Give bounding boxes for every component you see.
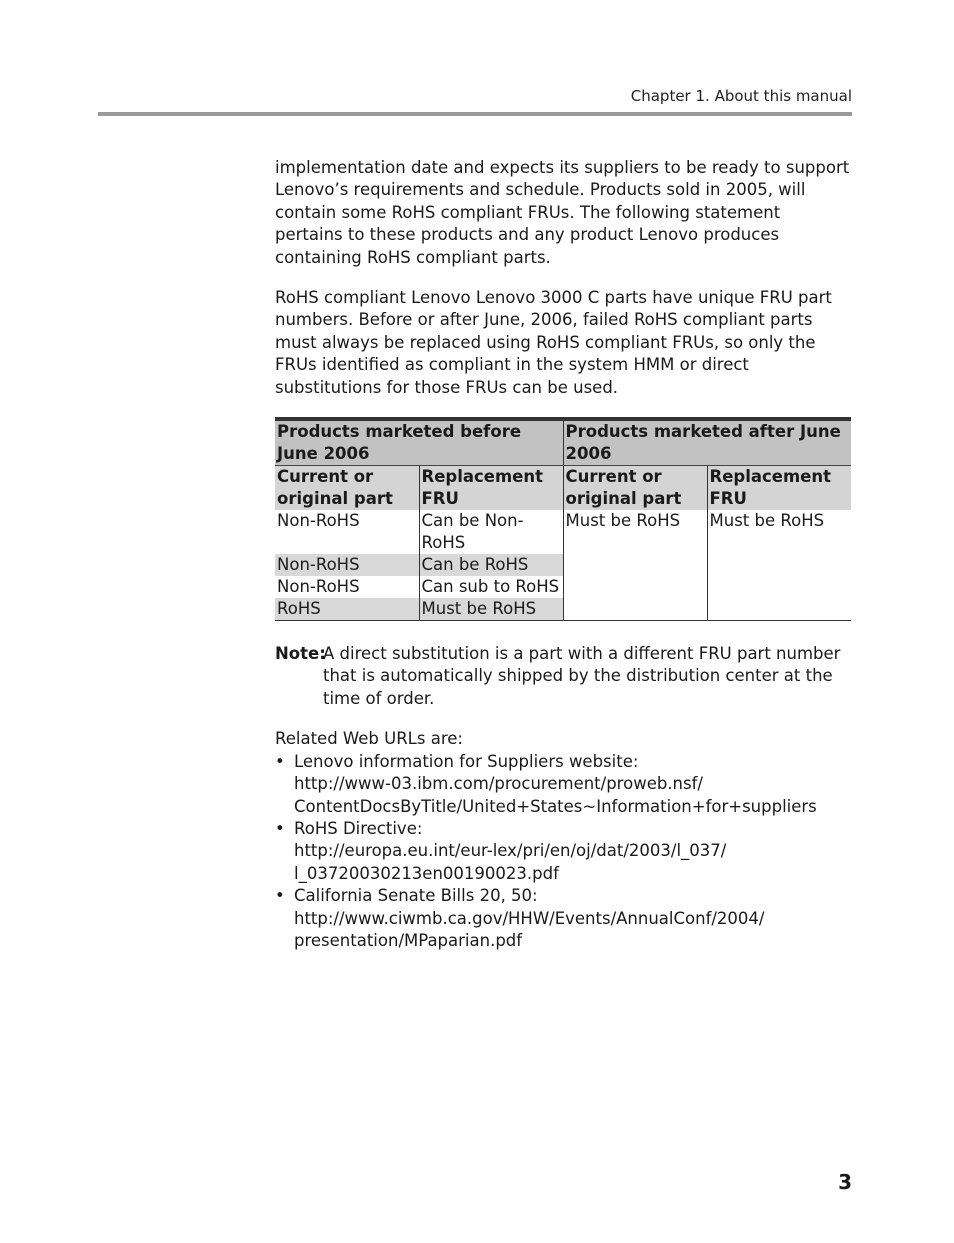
col-header-before-current: Current or original part <box>275 466 419 511</box>
url-item-label: RoHS Directive: <box>294 818 423 838</box>
table-cell-current: Non-RoHS <box>275 576 419 598</box>
table-cell-replacement: Can be Non-RoHS <box>419 510 563 554</box>
group-header-after: Products marketed after June 2006 <box>563 419 851 466</box>
related-urls-intro: Related Web URLs are: <box>275 729 463 749</box>
table-cell-current: Non-RoHS <box>275 510 419 554</box>
related-urls-section <box>275 728 853 952</box>
col-header-after-replacement: Replacement FRU <box>707 466 851 511</box>
note-text: A direct substitution is a part with a different FRU part number that is automatically shipped by the distribution center at the time of order. <box>323 644 841 708</box>
table-cell-current: Non-RoHS <box>275 554 419 576</box>
table-column-header-row <box>275 466 851 511</box>
running-header: Chapter 1. About this manual <box>630 87 852 105</box>
url-link[interactable]: presentation/MPaparian.pdf <box>294 930 523 950</box>
body-paragraph-2: RoHS compliant Lenovo Lenovo 3000 C parts have unique FRU part numbers. Before or after June, 2006, failed RoHS compliant parts must always be replaced using RoHS compliant FRUs, so only the FRUs identified as compliant in the system HMM or direct substitutions for those FRUs can be used. <box>275 288 832 397</box>
col-header-before-replacement: Replacement FRU <box>419 466 563 511</box>
url-item-label: California Senate Bills 20, 50: <box>294 886 538 906</box>
url-link[interactable]: http://www-03.ibm.com/procurement/proweb.nsf/ <box>294 774 703 794</box>
url-link[interactable]: l_03720030213en00190023.pdf <box>294 863 559 883</box>
bullet-icon: • <box>275 751 285 771</box>
header-rule <box>98 112 852 116</box>
list-item <box>275 751 853 818</box>
page-content <box>275 157 853 952</box>
note-label: Note: <box>275 644 326 664</box>
table-cell-after-replacement: Must be RoHS <box>709 511 825 531</box>
table-cell-replacement: Must be RoHS <box>419 598 563 621</box>
list-item <box>275 885 853 952</box>
bullet-icon: • <box>275 818 285 838</box>
note-block <box>275 643 853 710</box>
col-header-after-current: Current or original part <box>563 466 707 511</box>
group-header-before: Products marketed before June 2006 <box>275 419 563 466</box>
table-cell-current: RoHS <box>275 598 419 621</box>
list-item <box>275 818 853 885</box>
table-cell-replacement: Can be RoHS <box>419 554 563 576</box>
related-urls-list <box>275 751 853 953</box>
rohs-table <box>275 417 851 621</box>
url-item-label: Lenovo information for Suppliers website: <box>294 751 639 771</box>
url-link[interactable]: ContentDocsByTitle/United+States~Information+for+suppliers <box>294 796 817 816</box>
table-cell-after-current: Must be RoHS <box>563 510 707 621</box>
url-link[interactable]: http://europa.eu.int/eur-lex/pri/en/oj/dat/2003/l_037/ <box>294 841 727 861</box>
body-paragraph-1: implementation date and expects its suppliers to be ready to support Lenovo’s requirements and schedule. Products sold in 2005, will contain some RoHS compliant FRUs. The following statement pertains to these products and any product Lenovo produces containing RoHS compliant parts. <box>275 158 850 267</box>
page-number: 3 <box>838 1170 852 1194</box>
table-row <box>275 510 851 554</box>
bullet-icon: • <box>275 886 285 906</box>
table-group-header-row <box>275 419 851 466</box>
table-cell-replacement: Can sub to RoHS <box>419 576 563 598</box>
url-link[interactable]: http://www.ciwmb.ca.gov/HHW/Events/AnnualConf/2004/ <box>294 908 765 928</box>
